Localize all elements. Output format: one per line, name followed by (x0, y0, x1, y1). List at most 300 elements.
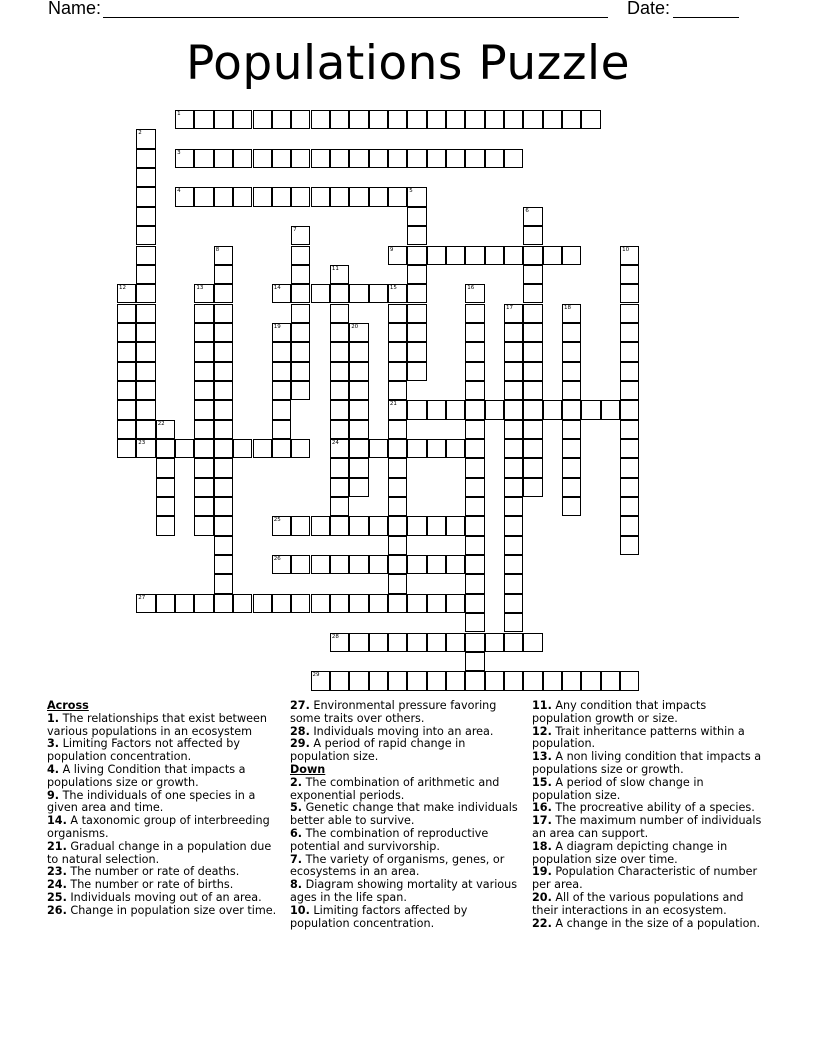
grid-cell[interactable] (214, 536, 233, 555)
grid-cell[interactable] (369, 633, 388, 652)
grid-cell[interactable] (330, 555, 349, 574)
grid-cell[interactable] (407, 246, 426, 265)
grid-cell[interactable] (117, 420, 136, 439)
grid-cell[interactable] (388, 574, 407, 593)
grid-cell[interactable] (620, 458, 639, 477)
grid-cell[interactable] (523, 478, 542, 497)
grid-cell[interactable] (465, 381, 484, 400)
grid-cell[interactable] (369, 110, 388, 129)
grid-cell[interactable] (349, 110, 368, 129)
grid-cell[interactable] (523, 671, 542, 690)
grid-cell[interactable] (330, 671, 349, 690)
grid-cell[interactable] (620, 439, 639, 458)
grid-cell[interactable] (407, 265, 426, 284)
grid-cell[interactable] (214, 265, 233, 284)
grid-cell[interactable] (427, 671, 446, 690)
grid-cell[interactable] (330, 458, 349, 477)
grid-cell[interactable] (291, 284, 310, 303)
grid-cell[interactable] (504, 594, 523, 613)
grid-cell[interactable] (562, 381, 581, 400)
grid-cell[interactable] (330, 381, 349, 400)
grid-cell[interactable] (214, 149, 233, 168)
grid-cell[interactable] (465, 110, 484, 129)
grid-cell[interactable] (620, 284, 639, 303)
grid-cell[interactable] (465, 574, 484, 593)
grid-cell[interactable] (388, 342, 407, 361)
grid-cell[interactable] (465, 652, 484, 671)
grid-cell[interactable] (272, 381, 291, 400)
grid-cell[interactable] (562, 478, 581, 497)
grid-cell[interactable] (194, 304, 213, 323)
grid-cell[interactable] (214, 458, 233, 477)
grid-cell[interactable] (291, 149, 310, 168)
grid-cell[interactable] (504, 246, 523, 265)
grid-cell[interactable] (175, 439, 194, 458)
grid-cell[interactable] (388, 110, 407, 129)
grid-cell[interactable] (156, 439, 175, 458)
grid-cell[interactable] (388, 187, 407, 206)
grid-cell[interactable] (369, 555, 388, 574)
grid-cell[interactable] (136, 149, 155, 168)
grid-cell[interactable] (136, 381, 155, 400)
grid-cell[interactable] (272, 516, 291, 535)
grid-cell[interactable] (214, 362, 233, 381)
grid-cell[interactable] (504, 671, 523, 690)
grid-cell[interactable] (465, 458, 484, 477)
grid-cell[interactable] (407, 207, 426, 226)
grid-cell[interactable] (117, 439, 136, 458)
grid-cell[interactable] (388, 439, 407, 458)
grid-cell[interactable] (465, 323, 484, 342)
grid-cell[interactable] (407, 633, 426, 652)
grid-cell[interactable] (485, 149, 504, 168)
grid-cell[interactable] (117, 304, 136, 323)
grid-cell[interactable] (523, 284, 542, 303)
grid-cell[interactable] (427, 400, 446, 419)
grid-cell[interactable] (620, 323, 639, 342)
grid-cell[interactable] (117, 342, 136, 361)
grid-cell[interactable] (214, 555, 233, 574)
grid-cell[interactable] (388, 594, 407, 613)
grid-cell[interactable] (330, 149, 349, 168)
grid-cell[interactable] (581, 110, 600, 129)
grid-cell[interactable] (504, 536, 523, 555)
grid-cell[interactable] (562, 420, 581, 439)
grid-cell[interactable] (407, 149, 426, 168)
grid-cell[interactable] (543, 246, 562, 265)
grid-cell[interactable] (233, 439, 252, 458)
grid-cell[interactable] (523, 362, 542, 381)
grid-cell[interactable] (291, 304, 310, 323)
grid-cell[interactable] (194, 342, 213, 361)
grid-cell[interactable] (272, 420, 291, 439)
grid-cell[interactable] (465, 246, 484, 265)
grid-cell[interactable] (349, 633, 368, 652)
grid-cell[interactable] (253, 149, 272, 168)
grid-cell[interactable] (311, 149, 330, 168)
grid-cell[interactable] (620, 265, 639, 284)
grid-cell[interactable] (620, 362, 639, 381)
grid-cell[interactable] (620, 536, 639, 555)
grid-cell[interactable] (214, 574, 233, 593)
grid-cell[interactable] (311, 187, 330, 206)
grid-cell[interactable] (214, 187, 233, 206)
grid-cell[interactable] (407, 226, 426, 245)
grid-cell[interactable] (349, 342, 368, 361)
grid-cell[interactable] (601, 400, 620, 419)
grid-cell[interactable] (523, 400, 542, 419)
grid-cell[interactable] (272, 323, 291, 342)
grid-cell[interactable] (311, 555, 330, 574)
grid-cell[interactable] (407, 400, 426, 419)
grid-cell[interactable] (562, 246, 581, 265)
grid-cell[interactable] (465, 516, 484, 535)
grid-cell[interactable] (485, 110, 504, 129)
grid-cell[interactable] (194, 478, 213, 497)
grid-cell[interactable] (194, 497, 213, 516)
grid-cell[interactable] (156, 594, 175, 613)
grid-cell[interactable] (620, 400, 639, 419)
grid-cell[interactable] (620, 671, 639, 690)
grid-cell[interactable] (330, 342, 349, 361)
grid-cell[interactable] (465, 594, 484, 613)
grid-cell[interactable] (214, 246, 233, 265)
grid-cell[interactable] (388, 149, 407, 168)
grid-cell[interactable] (427, 149, 446, 168)
grid-cell[interactable] (330, 633, 349, 652)
grid-cell[interactable] (485, 246, 504, 265)
grid-cell[interactable] (136, 246, 155, 265)
grid-cell[interactable] (562, 323, 581, 342)
grid-cell[interactable] (194, 400, 213, 419)
grid-cell[interactable] (407, 362, 426, 381)
grid-cell[interactable] (175, 594, 194, 613)
grid-cell[interactable] (465, 613, 484, 632)
grid-cell[interactable] (291, 110, 310, 129)
grid-cell[interactable] (504, 420, 523, 439)
grid-cell[interactable] (253, 594, 272, 613)
grid-cell[interactable] (523, 439, 542, 458)
grid-cell[interactable] (194, 458, 213, 477)
grid-cell[interactable] (620, 516, 639, 535)
grid-cell[interactable] (136, 284, 155, 303)
grid-cell[interactable] (388, 304, 407, 323)
grid-cell[interactable] (620, 420, 639, 439)
grid-cell[interactable] (407, 594, 426, 613)
grid-cell[interactable] (620, 497, 639, 516)
grid-cell[interactable] (465, 671, 484, 690)
grid-cell[interactable] (407, 671, 426, 690)
grid-cell[interactable] (446, 516, 465, 535)
grid-cell[interactable] (388, 555, 407, 574)
grid-cell[interactable] (156, 478, 175, 497)
grid-cell[interactable] (136, 342, 155, 361)
grid-cell[interactable] (330, 265, 349, 284)
grid-cell[interactable] (214, 420, 233, 439)
grid-cell[interactable] (349, 439, 368, 458)
grid-cell[interactable] (330, 400, 349, 419)
grid-cell[interactable] (620, 246, 639, 265)
grid-cell[interactable] (465, 478, 484, 497)
grid-cell[interactable] (504, 633, 523, 652)
grid-cell[interactable] (465, 497, 484, 516)
grid-cell[interactable] (369, 594, 388, 613)
grid-cell[interactable] (504, 323, 523, 342)
grid-cell[interactable] (330, 594, 349, 613)
grid-cell[interactable] (543, 671, 562, 690)
grid-cell[interactable] (504, 574, 523, 593)
grid-cell[interactable] (523, 304, 542, 323)
grid-cell[interactable] (349, 323, 368, 342)
grid-cell[interactable] (407, 323, 426, 342)
grid-cell[interactable] (388, 671, 407, 690)
grid-cell[interactable] (349, 516, 368, 535)
grid-cell[interactable] (523, 110, 542, 129)
grid-cell[interactable] (136, 304, 155, 323)
grid-cell[interactable] (407, 187, 426, 206)
grid-cell[interactable] (523, 226, 542, 245)
grid-cell[interactable] (465, 633, 484, 652)
grid-cell[interactable] (504, 400, 523, 419)
grid-cell[interactable] (311, 284, 330, 303)
grid-cell[interactable] (446, 149, 465, 168)
grid-cell[interactable] (291, 226, 310, 245)
grid-cell[interactable] (523, 207, 542, 226)
grid-cell[interactable] (388, 536, 407, 555)
grid-cell[interactable] (504, 304, 523, 323)
grid-cell[interactable] (272, 594, 291, 613)
grid-cell[interactable] (562, 110, 581, 129)
grid-cell[interactable] (349, 362, 368, 381)
grid-cell[interactable] (369, 671, 388, 690)
grid-cell[interactable] (504, 149, 523, 168)
grid-cell[interactable] (388, 633, 407, 652)
grid-cell[interactable] (465, 149, 484, 168)
grid-cell[interactable] (136, 323, 155, 342)
grid-cell[interactable] (485, 400, 504, 419)
grid-cell[interactable] (388, 420, 407, 439)
grid-cell[interactable] (136, 594, 155, 613)
grid-cell[interactable] (369, 149, 388, 168)
grid-cell[interactable] (233, 594, 252, 613)
grid-cell[interactable] (543, 400, 562, 419)
grid-cell[interactable] (620, 478, 639, 497)
grid-cell[interactable] (407, 516, 426, 535)
grid-cell[interactable] (194, 284, 213, 303)
grid-cell[interactable] (291, 362, 310, 381)
grid-cell[interactable] (291, 516, 310, 535)
grid-cell[interactable] (214, 323, 233, 342)
grid-cell[interactable] (388, 497, 407, 516)
grid-cell[interactable] (272, 149, 291, 168)
grid-cell[interactable] (446, 400, 465, 419)
grid-cell[interactable] (465, 284, 484, 303)
grid-cell[interactable] (214, 400, 233, 419)
grid-cell[interactable] (330, 323, 349, 342)
grid-cell[interactable] (311, 594, 330, 613)
grid-cell[interactable] (330, 284, 349, 303)
grid-cell[interactable] (136, 226, 155, 245)
grid-cell[interactable] (291, 381, 310, 400)
grid-cell[interactable] (562, 342, 581, 361)
grid-cell[interactable] (504, 439, 523, 458)
grid-cell[interactable] (523, 381, 542, 400)
grid-cell[interactable] (136, 362, 155, 381)
grid-cell[interactable] (388, 458, 407, 477)
grid-cell[interactable] (194, 187, 213, 206)
grid-cell[interactable] (330, 304, 349, 323)
grid-cell[interactable] (523, 246, 542, 265)
grid-cell[interactable] (214, 381, 233, 400)
grid-cell[interactable] (465, 304, 484, 323)
grid-cell[interactable] (446, 246, 465, 265)
grid-cell[interactable] (465, 342, 484, 361)
grid-cell[interactable] (291, 439, 310, 458)
grid-cell[interactable] (136, 168, 155, 187)
grid-cell[interactable] (175, 187, 194, 206)
grid-cell[interactable] (272, 362, 291, 381)
grid-cell[interactable] (291, 246, 310, 265)
grid-cell[interactable] (504, 381, 523, 400)
grid-cell[interactable] (388, 284, 407, 303)
grid-cell[interactable] (427, 516, 446, 535)
grid-cell[interactable] (349, 400, 368, 419)
grid-cell[interactable] (407, 439, 426, 458)
grid-cell[interactable] (543, 110, 562, 129)
grid-cell[interactable] (194, 381, 213, 400)
grid-cell[interactable] (194, 362, 213, 381)
grid-cell[interactable] (272, 187, 291, 206)
grid-cell[interactable] (214, 110, 233, 129)
grid-cell[interactable] (581, 400, 600, 419)
grid-cell[interactable] (117, 323, 136, 342)
grid-cell[interactable] (407, 555, 426, 574)
grid-cell[interactable] (214, 497, 233, 516)
grid-cell[interactable] (272, 284, 291, 303)
grid-cell[interactable] (349, 149, 368, 168)
grid-cell[interactable] (156, 516, 175, 535)
grid-cell[interactable] (194, 420, 213, 439)
grid-cell[interactable] (175, 149, 194, 168)
grid-cell[interactable] (504, 516, 523, 535)
grid-cell[interactable] (407, 304, 426, 323)
grid-cell[interactable] (311, 671, 330, 690)
grid-cell[interactable] (330, 362, 349, 381)
grid-cell[interactable] (427, 555, 446, 574)
grid-cell[interactable] (291, 342, 310, 361)
grid-cell[interactable] (446, 555, 465, 574)
grid-cell[interactable] (562, 400, 581, 419)
grid-cell[interactable] (369, 187, 388, 206)
grid-cell[interactable] (253, 187, 272, 206)
grid-cell[interactable] (233, 149, 252, 168)
grid-cell[interactable] (465, 400, 484, 419)
grid-cell[interactable] (504, 497, 523, 516)
grid-cell[interactable] (136, 207, 155, 226)
grid-cell[interactable] (446, 633, 465, 652)
grid-cell[interactable] (194, 323, 213, 342)
grid-cell[interactable] (388, 246, 407, 265)
grid-cell[interactable] (330, 497, 349, 516)
grid-cell[interactable] (523, 420, 542, 439)
grid-cell[interactable] (330, 187, 349, 206)
grid-cell[interactable] (117, 381, 136, 400)
grid-cell[interactable] (233, 187, 252, 206)
grid-cell[interactable] (504, 458, 523, 477)
grid-cell[interactable] (446, 110, 465, 129)
grid-cell[interactable] (369, 516, 388, 535)
grid-cell[interactable] (388, 323, 407, 342)
grid-cell[interactable] (291, 323, 310, 342)
grid-cell[interactable] (369, 439, 388, 458)
grid-cell[interactable] (156, 458, 175, 477)
grid-cell[interactable] (465, 420, 484, 439)
grid-cell[interactable] (388, 478, 407, 497)
grid-cell[interactable] (465, 555, 484, 574)
grid-cell[interactable] (504, 110, 523, 129)
grid-cell[interactable] (233, 110, 252, 129)
grid-cell[interactable] (601, 671, 620, 690)
grid-cell[interactable] (330, 420, 349, 439)
grid-cell[interactable] (136, 420, 155, 439)
grid-cell[interactable] (407, 284, 426, 303)
grid-cell[interactable] (523, 633, 542, 652)
grid-cell[interactable] (117, 284, 136, 303)
grid-cell[interactable] (427, 594, 446, 613)
grid-cell[interactable] (349, 458, 368, 477)
grid-cell[interactable] (465, 536, 484, 555)
grid-cell[interactable] (369, 284, 388, 303)
grid-cell[interactable] (349, 671, 368, 690)
grid-cell[interactable] (427, 110, 446, 129)
grid-cell[interactable] (156, 420, 175, 439)
grid-cell[interactable] (581, 671, 600, 690)
grid-cell[interactable] (136, 439, 155, 458)
grid-cell[interactable] (504, 362, 523, 381)
grid-cell[interactable] (446, 594, 465, 613)
grid-cell[interactable] (562, 304, 581, 323)
grid-cell[interactable] (136, 400, 155, 419)
grid-cell[interactable] (388, 362, 407, 381)
grid-cell[interactable] (349, 420, 368, 439)
grid-cell[interactable] (330, 439, 349, 458)
grid-cell[interactable] (214, 284, 233, 303)
grid-cell[interactable] (291, 187, 310, 206)
grid-cell[interactable] (465, 362, 484, 381)
grid-cell[interactable] (504, 613, 523, 632)
grid-cell[interactable] (523, 342, 542, 361)
grid-cell[interactable] (253, 439, 272, 458)
grid-cell[interactable] (194, 149, 213, 168)
grid-cell[interactable] (620, 381, 639, 400)
grid-cell[interactable] (562, 671, 581, 690)
grid-cell[interactable] (214, 439, 233, 458)
grid-cell[interactable] (136, 129, 155, 148)
grid-cell[interactable] (272, 400, 291, 419)
grid-cell[interactable] (349, 187, 368, 206)
grid-cell[interactable] (330, 110, 349, 129)
grid-cell[interactable] (214, 342, 233, 361)
grid-cell[interactable] (504, 478, 523, 497)
grid-cell[interactable] (272, 342, 291, 361)
grid-cell[interactable] (349, 594, 368, 613)
grid-cell[interactable] (136, 187, 155, 206)
grid-cell[interactable] (156, 497, 175, 516)
grid-cell[interactable] (504, 342, 523, 361)
grid-cell[interactable] (485, 671, 504, 690)
grid-cell[interactable] (388, 400, 407, 419)
grid-cell[interactable] (253, 110, 272, 129)
